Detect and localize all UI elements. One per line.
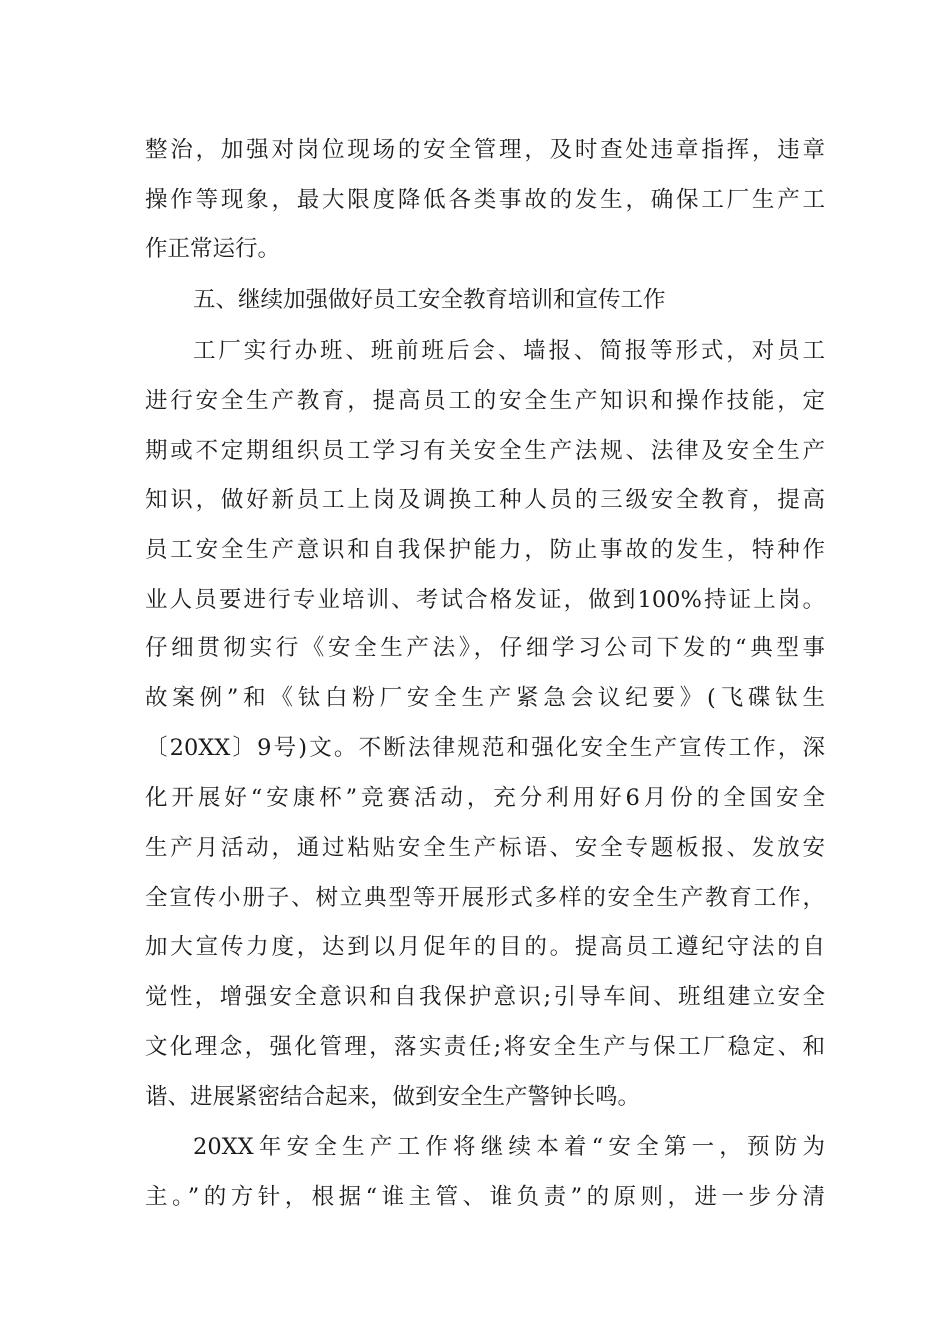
text-line: 〔20XX〕9号)文。不断法律规范和强化安全生产宣传工作，深 [145, 735, 825, 761]
text-line: 工厂实行办班、班前班后会、墙报、简报等形式，对员工 [193, 338, 825, 364]
text-line: 20XX年安全生产工作将继续本着“安全第一，预防为 [193, 1134, 825, 1160]
text-line: 生产月活动，通过粘贴安全生产标语、安全专题板报、发放安 [145, 835, 825, 861]
text-line: 故案例”和《钛白粉厂安全生产紧急会议纪要》(飞碟钛生 [145, 685, 825, 711]
text-line: 文化理念，强化管理，落实责任;将安全生产与保工厂稳定、和 [145, 1034, 825, 1060]
text-line: 觉性，增强安全意识和自我保护意识;引导车间、班组建立安全 [145, 984, 825, 1010]
section-heading: 五、继续加强做好员工安全教育培训和宣传工作 [193, 287, 666, 313]
text-line: 期或不定期组织员工学习有关安全生产法规、法律及安全生产 [145, 438, 825, 464]
text-line: 主。”的方针，根据“谁主管、谁负责”的原则，进一步分清 [145, 1184, 825, 1210]
text-line: 整治，加强对岗位现场的安全管理，及时查处违章指挥，违章 [145, 137, 825, 163]
text-line: 员工安全生产意识和自我保护能力，防止事故的发生，特种作 [145, 537, 825, 563]
text-line: 业人员要进行专业培训、考试合格发证，做到100%持证上岗。 [145, 587, 825, 613]
text-line: 操作等现象，最大限度降低各类事故的发生，确保工厂生产工 [145, 187, 825, 213]
text-line: 谐、进展紧密结合起来，做到安全生产警钟长鸣。 [145, 1084, 641, 1110]
text-line: 加大宣传力度，达到以月促年的目的。提高员工遵纪守法的自 [145, 934, 825, 960]
text-line: 仔细贯彻实行《安全生产法》，仔细学习公司下发的“典型事 [145, 635, 825, 661]
text-line: 全宣传小册子、树立典型等开展形式多样的安全生产教育工作， [145, 885, 825, 911]
text-line: 知识，做好新员工上岗及调换工种人员的三级安全教育，提高 [145, 487, 825, 513]
text-line: 进行安全生产教育，提高员工的安全生产知识和操作技能，定 [145, 388, 825, 414]
text-line: 作正常运行。 [145, 236, 281, 262]
text-line: 化开展好“安康杯”竞赛活动，充分利用好6月份的全国安全 [145, 785, 825, 811]
